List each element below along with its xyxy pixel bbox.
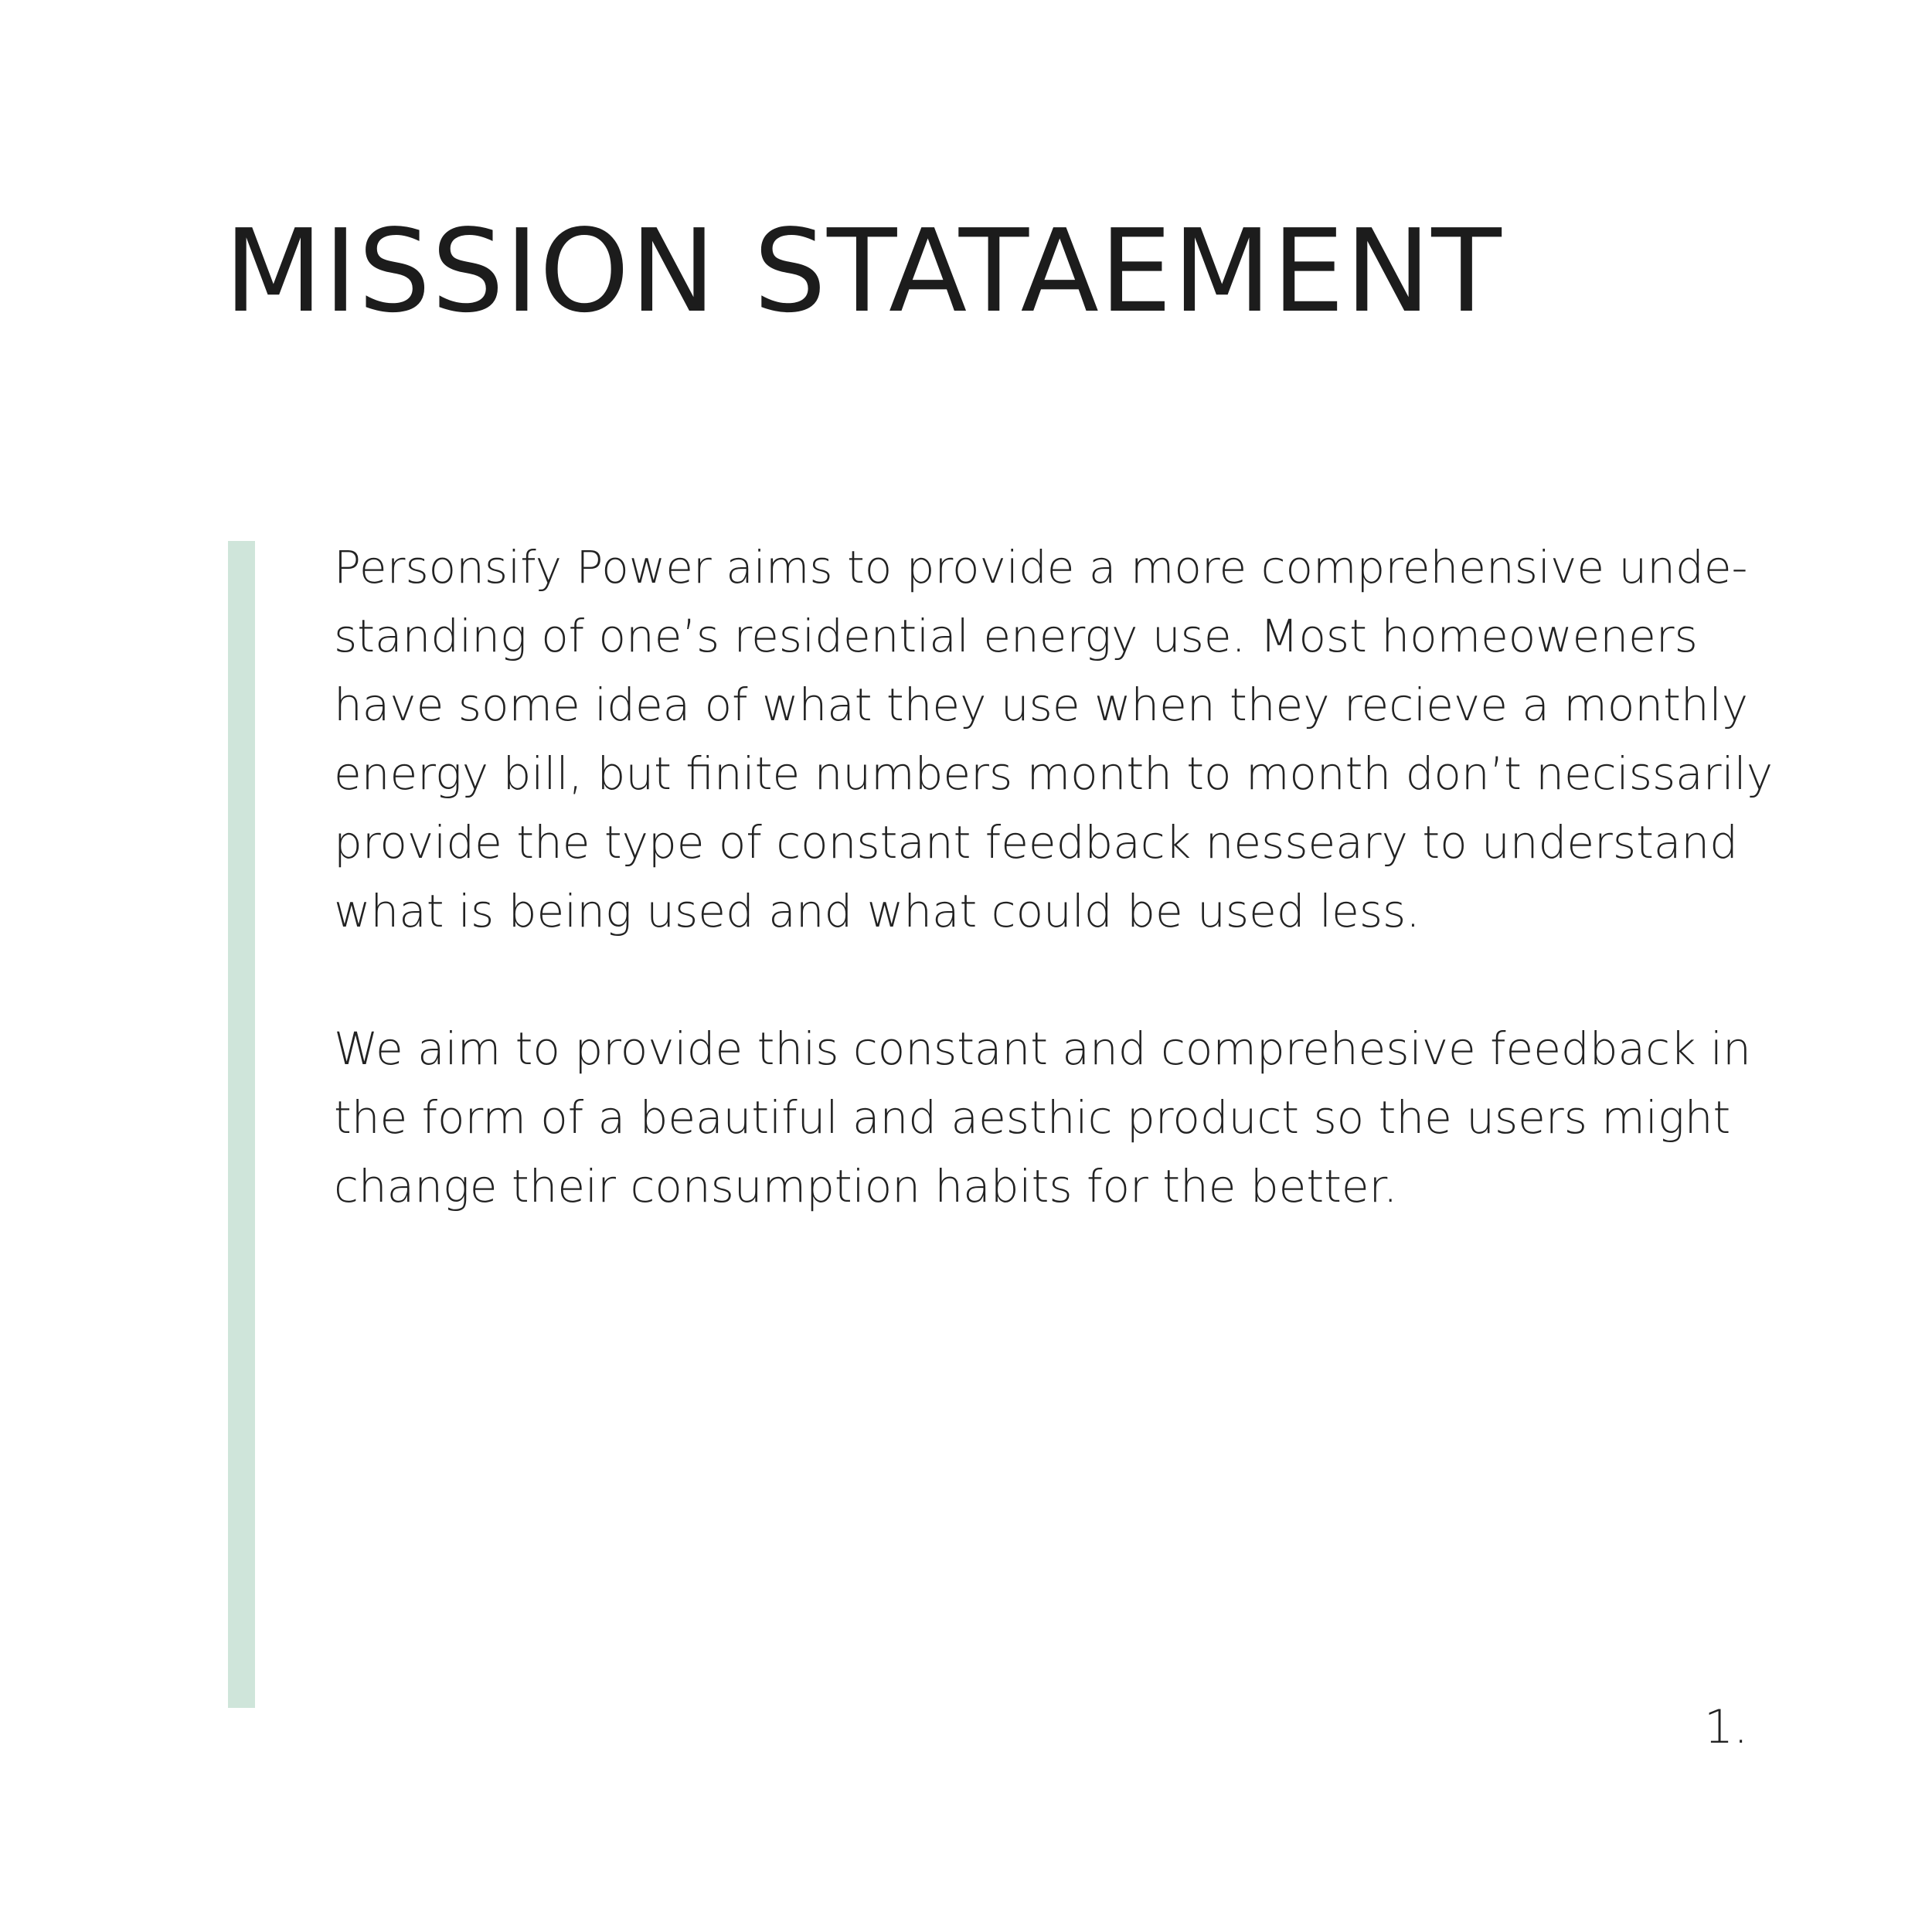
page-number: 1.: [1704, 1700, 1749, 1754]
page-title: MISSION STATAEMENT: [224, 205, 1502, 338]
paragraph-spacer: [334, 946, 1725, 1015]
paragraph-2: [334, 1015, 1751, 1221]
paragraph-line: standing of one’s residential energy use. Most homeoweners: [334, 610, 1698, 662]
paragraph-line: what is being used and what could be used less.: [334, 885, 1420, 937]
paragraph-line: provide the type of constant feedback nesseary to understand: [334, 816, 1738, 869]
paragraph-1: [334, 533, 1774, 946]
paragraph-line: change their consumption habits for the better.: [334, 1160, 1398, 1213]
paragraph-line: We aim to provide this constant and comprehesive feedback in: [334, 1022, 1751, 1075]
paragraph-line: have some idea of what they use when they recieve a monthly: [334, 679, 1749, 731]
paragraph-line: the form of a beautiful and aesthic product so the users might: [334, 1091, 1731, 1144]
paragraph-line: energy bill, but finite numbers month to month don’t necissarily: [334, 747, 1774, 800]
accent-bar: [228, 541, 255, 1708]
paragraph-line: Personsify Power aims to provide a more comprehensive unde-: [334, 541, 1748, 594]
mission-body: [334, 533, 1774, 1221]
